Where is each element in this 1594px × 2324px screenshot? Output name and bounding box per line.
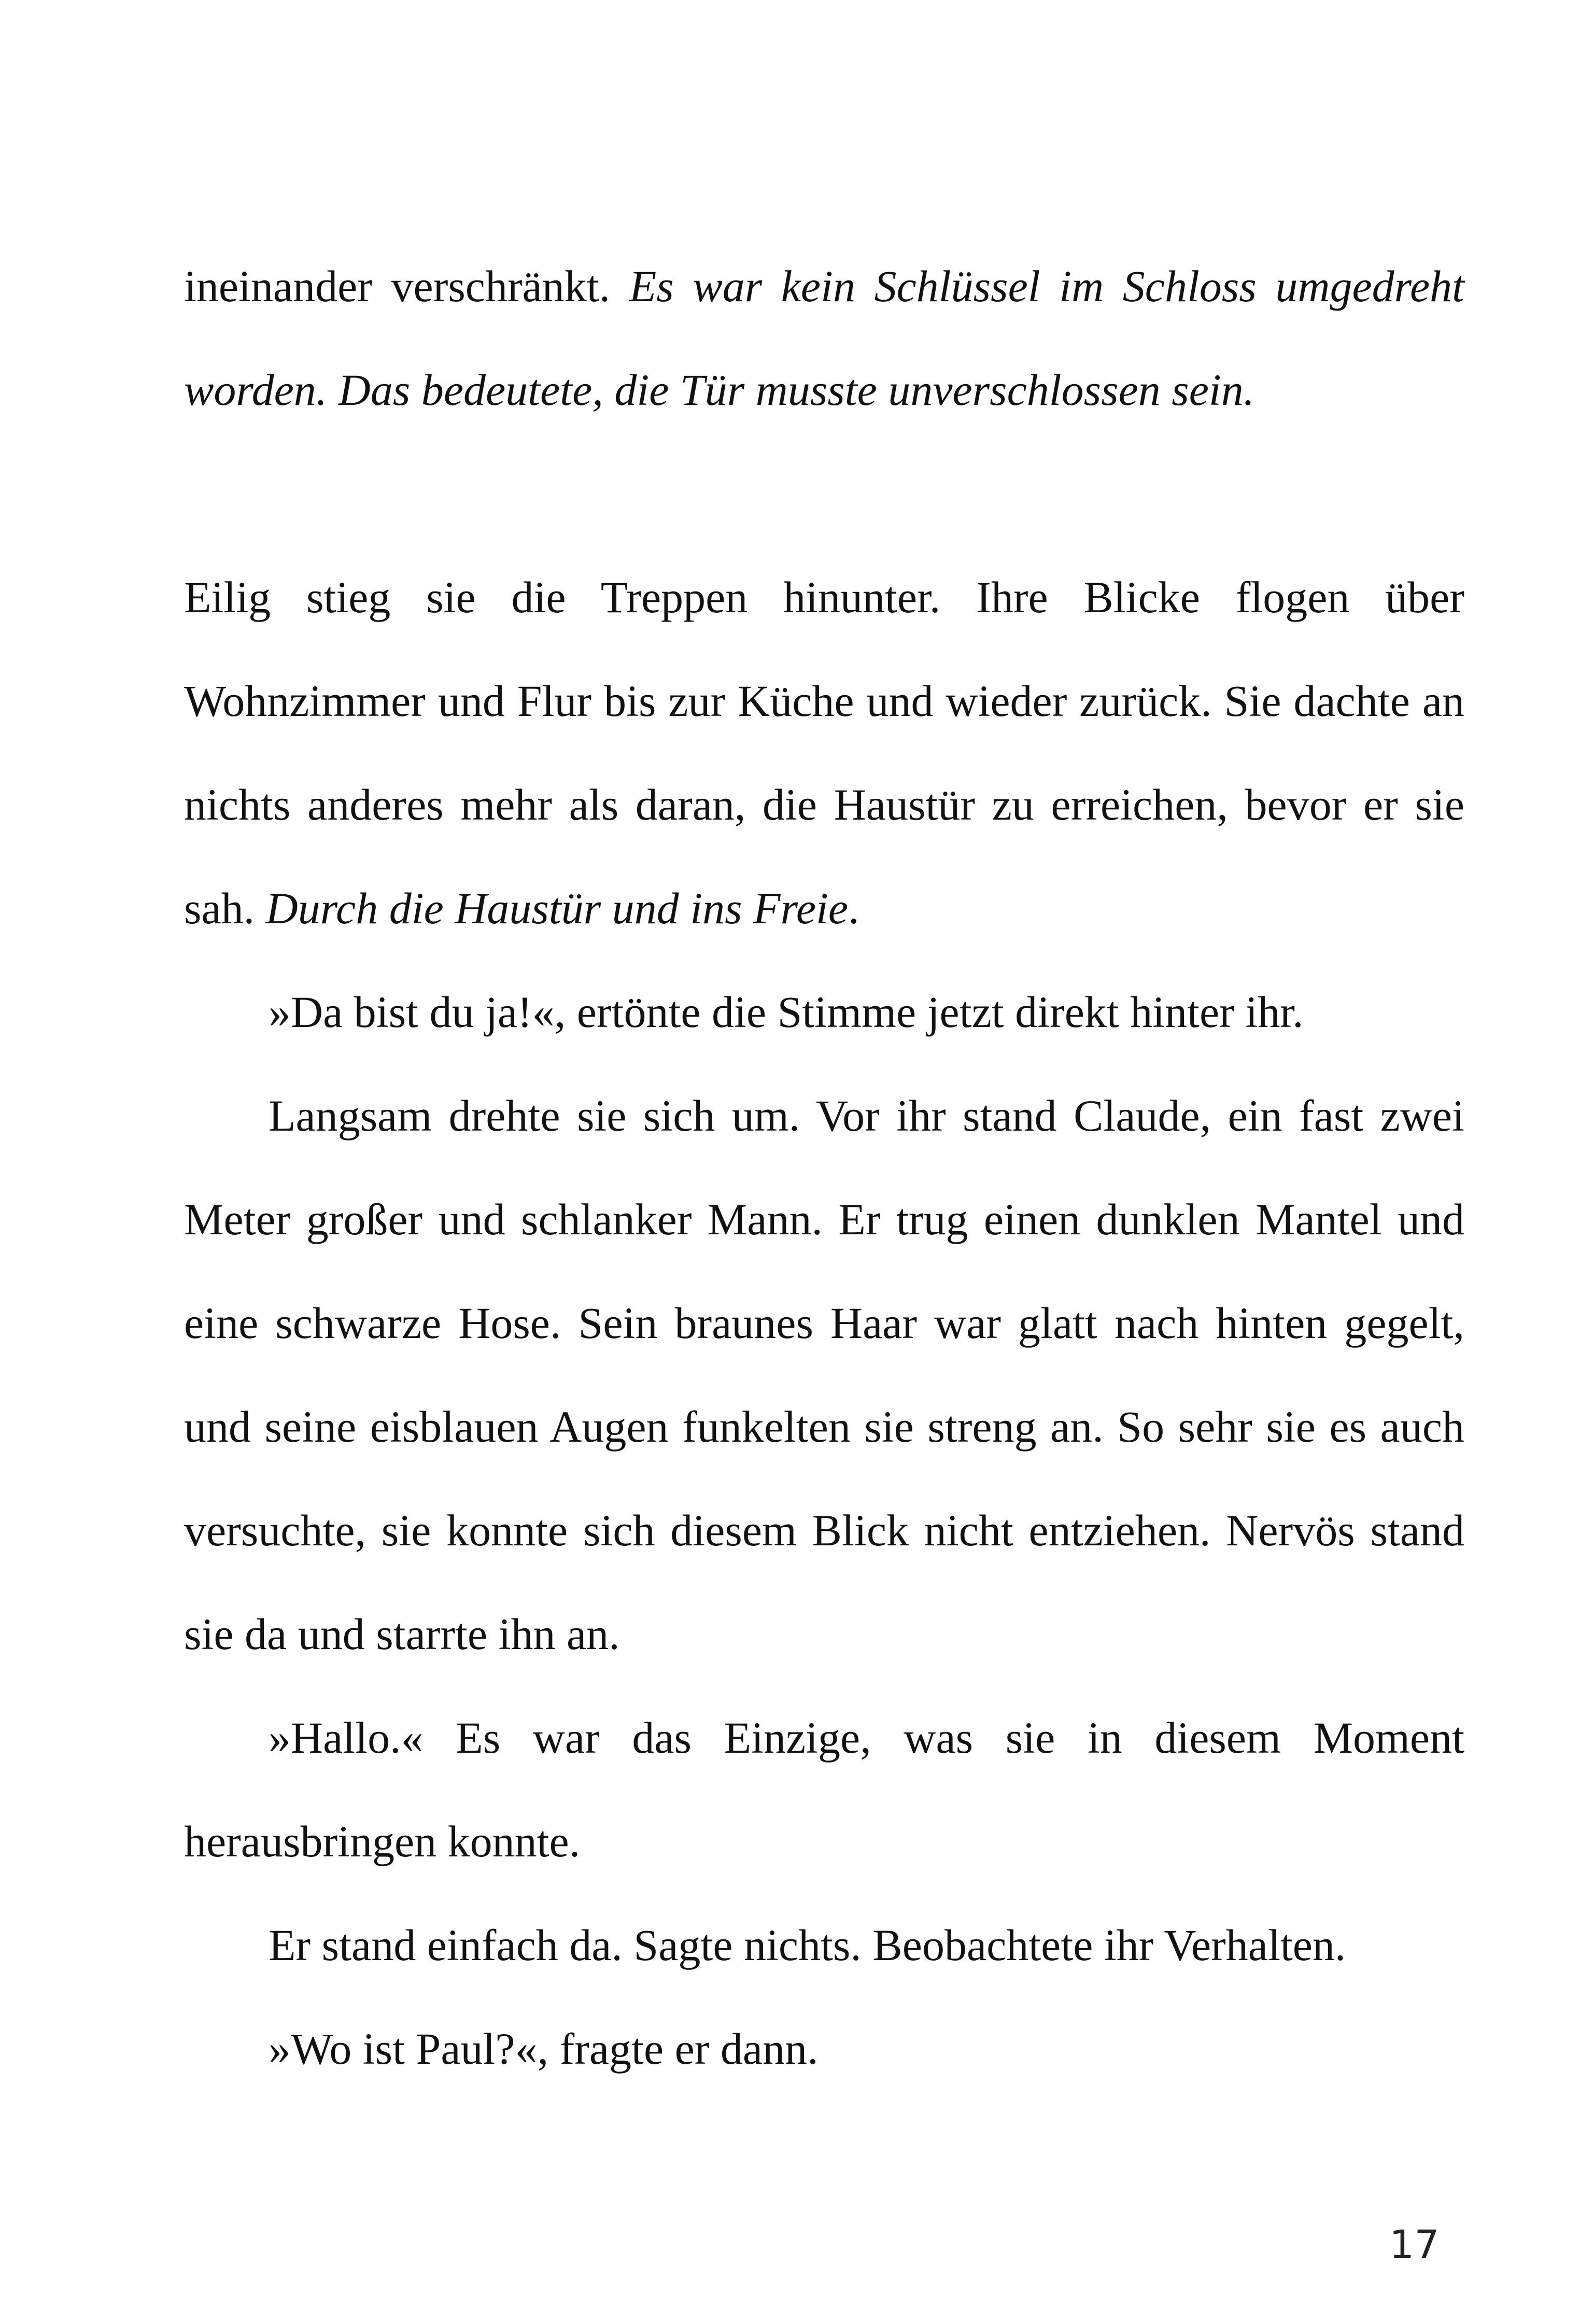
paragraph-2 [184, 545, 1464, 960]
paragraph-5-segment-1: »Hallo.« Es war das Einzige, was sie in diesem Moment herausbringen konnte. [184, 1713, 1464, 1866]
paragraph-1-segment-2: Es war kein Schlüssel im Schloss umgedreht worden. Das bedeutete, die Tür musste unverschlossen sein. [184, 261, 1465, 415]
paragraph-2-segment-1: Eilig stieg sie die Treppen hinunter. Ihre Blicke flogen über Wohnzimmer und Flur bis zur Küche und wieder zurück. Sie dachte an nichts anderes mehr als daran, die Haustür zu erreichen, bevor er sie sah. [184, 572, 1464, 933]
page-number: 17 [1389, 2221, 1440, 2267]
paragraph-5 [184, 1686, 1464, 1893]
paragraph-4-segment-1: Langsam drehte sie sich um. Vor ihr stand Claude, ein fast zwei Meter großer und schlanker Mann. Er trug einen dunklen Mantel und eine schwarze Hose. Sein braunes Haar war glatt nach hinten gegelt, und seine eisblauen Augen funkelten sie streng an. So sehr sie es auch versuchte, sie konnte sich diesem Blick nicht entziehen. Nervös stand sie da und starrte ihn an. [184, 1091, 1464, 1659]
paragraph-6-segment-1: Er stand einfach da. Sagte nichts. Beobachtete ihr Verhalten. [269, 1920, 1346, 1970]
body-text [184, 234, 1464, 2101]
paragraph-3-segment-1: »Da bist du ja!«, ertönte die Stimme jetzt direkt hinter ihr. [269, 987, 1304, 1037]
paragraph-6 [184, 1893, 1464, 1997]
paragraph-1 [184, 234, 1464, 442]
paragraph-3 [184, 960, 1464, 1064]
paragraph-1-segment-1: ineinander verschränkt. [184, 261, 629, 311]
paragraph-7 [184, 1997, 1464, 2101]
paragraph-4 [184, 1064, 1464, 1686]
paragraph-2-segment-3: . [848, 883, 859, 933]
paragraph-7-segment-1: »Wo ist Paul?«, fragte er dann. [269, 2024, 819, 2074]
paragraph-2-segment-2: Durch die Haustür und ins Freie [265, 883, 849, 933]
